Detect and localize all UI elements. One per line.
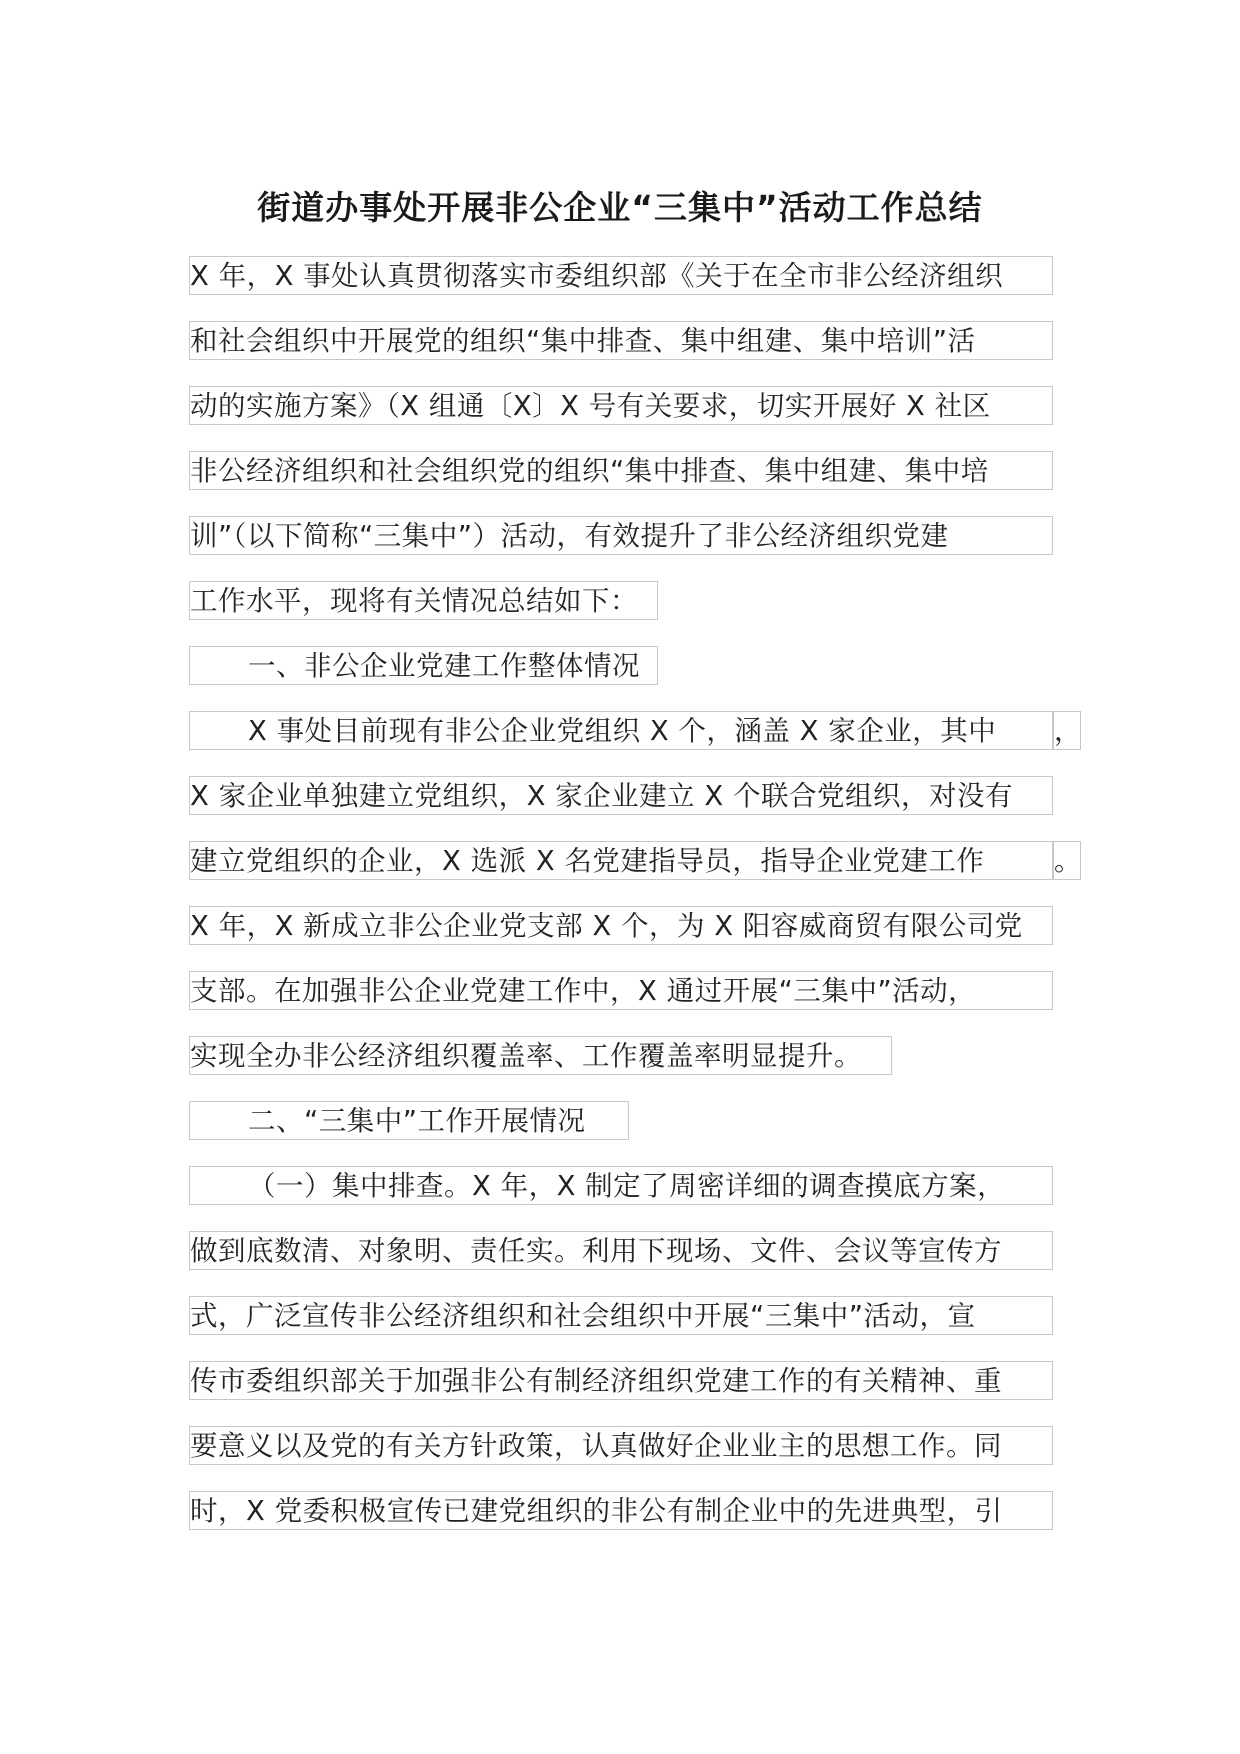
body-line-4: 非公经济组织和社会组织党的组织“集中排查、集中组建、集中培 [189,451,1053,490]
body-line-17: 式，广泛宣传非公经济组织和社会组织中开展“三集中”活动，宣 [189,1296,1053,1335]
body-line-11: X 年，X 新成立非公企业党支部 X 个，为 X 阳容威商贸有限公司党 [189,906,1053,945]
document-title: 街道办事处开展非公企业“三集中”活动工作总结 [257,188,983,227]
body-line-10: 建立党组织的企业，X 选派 X 名党建指导员，指导企业党建工作 [189,841,1053,880]
body-line-16: 做到底数清、对象明、责任实。利用下现场、文件、会议等宣传方 [189,1231,1053,1270]
body-line-2: 和社会组织中开展党的组织“集中排查、集中组建、集中培训”活 [189,321,1053,360]
body-line-15: （一）集中排查。X 年，X 制定了周密详细的调查摸底方案， [189,1166,1053,1205]
body-line-10-tail: 。 [1053,841,1081,880]
body-line-8: X 事处目前现有非公企业党组织 X 个，涵盖 X 家企业，其中 [189,711,1053,750]
body-line-9: X 家企业单独建立党组织，X 家企业建立 X 个联合党组织，对没有 [189,776,1053,815]
body-line-5: 训”（以下简称“三集中”）活动，有效提升了非公经济组织党建 [189,516,1053,555]
section-heading-1: 一、非公企业党建工作整体情况 [189,646,658,685]
body-line-18: 传市委组织部关于加强非公有制经济组织党建工作的有关精神、重 [189,1361,1053,1400]
body-line-6: 工作水平，现将有关情况总结如下： [189,581,658,620]
section-heading-2: 二、“三集中”工作开展情况 [189,1101,629,1140]
body-line-12: 支部。在加强非公企业党建工作中，X 通过开展“三集中”活动， [189,971,1053,1010]
body-line-13: 实现全办非公经济组织覆盖率、工作覆盖率明显提升。 [189,1036,892,1075]
body-line-19: 要意义以及党的有关方针政策，认真做好企业业主的思想工作。同 [189,1426,1053,1465]
body-line-20: 时，X 党委积极宣传已建党组织的非公有制企业中的先进典型，引 [189,1491,1053,1530]
body-line-8-tail: ， [1053,711,1081,750]
body-line-3: 动的实施方案》（X 组通〔X〕X 号有关要求，切实开展好 X 社区 [189,386,1053,425]
body-line-1: X 年，X 事处认真贯彻落实市委组织部《关于在全市非公经济组织 [189,256,1053,295]
